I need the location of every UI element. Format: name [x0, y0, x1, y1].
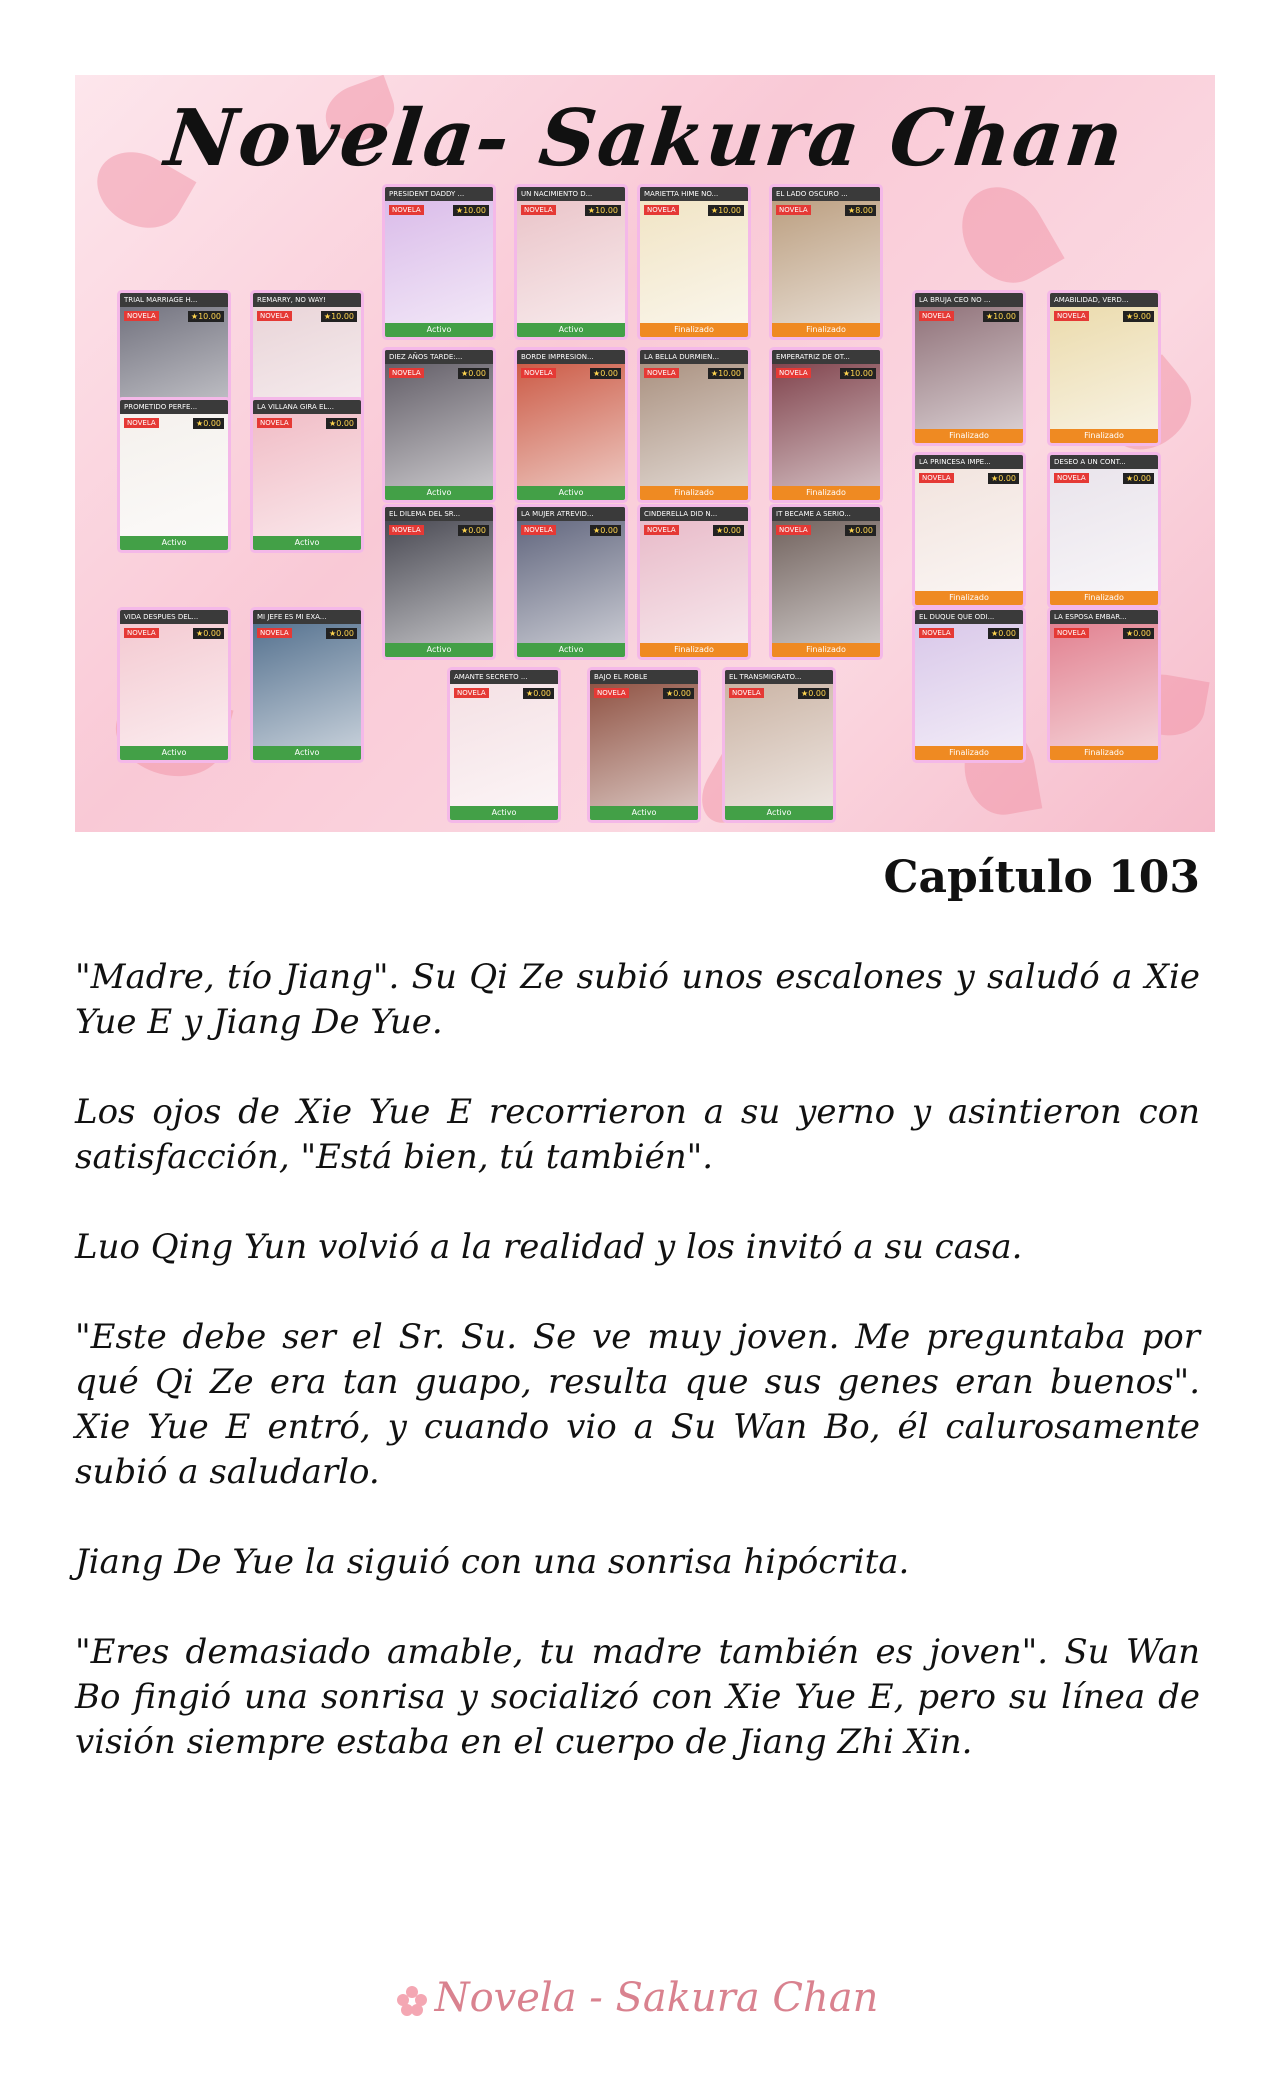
- cover-status: Activo: [385, 323, 493, 337]
- cover-status: Activo: [253, 746, 361, 760]
- cover-status: Activo: [450, 806, 558, 820]
- cover-tag: NOVELA: [776, 205, 811, 215]
- novel-cover: [517, 350, 625, 500]
- cover-title: LA MUJER ATREVID...: [517, 507, 625, 521]
- cover-title: AMANTE SECRETO ...: [450, 670, 558, 684]
- novel-cover: [253, 400, 361, 550]
- cover-tag: NOVELA: [919, 628, 954, 638]
- cover-title: VIDA DESPUES DEL...: [120, 610, 228, 624]
- cover-title: EL TRANSMIGRATO...: [725, 670, 833, 684]
- novel-cover: [253, 610, 361, 760]
- novel-cover: [385, 187, 493, 337]
- novel-cover: [1050, 293, 1158, 443]
- cover-status: Finalizado: [640, 486, 748, 500]
- cover-title: LA BELLA DURMIEN...: [640, 350, 748, 364]
- cover-title: LA PRINCESA IMPE...: [915, 455, 1023, 469]
- paragraph: Jiang De Yue la siguió con una sonrisa hipócrita.: [75, 1542, 910, 1582]
- cover-tag: NOVELA: [389, 525, 424, 535]
- paragraph: "Eres demasiado amable, tu madre también es joven". Su Wan Bo fingió una sonrisa y socializó con Xie Yue E, pero su línea de visión siempre estaba en el cuerpo de Jiang Zhi Xin.: [75, 1632, 1200, 1762]
- cover-title: BAJO EL ROBLE: [590, 670, 698, 684]
- novel-cover: [385, 507, 493, 657]
- cover-rating: ★0.00: [1123, 628, 1154, 639]
- cover-title: PROMETIDO PERFE...: [120, 400, 228, 414]
- cover-rating: ★8.00: [845, 205, 876, 216]
- cover-status: Activo: [517, 643, 625, 657]
- banner-image: [75, 75, 1215, 832]
- cover-title: MI JEFE ES MI EXA...: [253, 610, 361, 624]
- cover-rating: ★10.00: [585, 205, 621, 216]
- novel-cover: [517, 187, 625, 337]
- novel-cover: [1050, 610, 1158, 760]
- cover-rating: ★0.00: [663, 688, 694, 699]
- cover-status: Activo: [385, 643, 493, 657]
- cover-rating: ★0.00: [590, 368, 621, 379]
- cover-tag: NOVELA: [729, 688, 764, 698]
- cover-status: Finalizado: [640, 323, 748, 337]
- cover-rating: ★0.00: [326, 418, 357, 429]
- novel-cover: [915, 293, 1023, 443]
- cover-rating: ★0.00: [798, 688, 829, 699]
- cover-rating: ★0.00: [1123, 473, 1154, 484]
- novel-cover: [640, 187, 748, 337]
- cover-tag: NOVELA: [124, 418, 159, 428]
- novel-cover: [120, 400, 228, 550]
- cover-status: Finalizado: [915, 591, 1023, 605]
- cover-tag: NOVELA: [1054, 628, 1089, 638]
- cover-status: Finalizado: [1050, 591, 1158, 605]
- cover-title: EMPERATRIZ DE OT...: [772, 350, 880, 364]
- cover-title: TRIAL MARRIAGE H...: [120, 293, 228, 307]
- novel-cover: [772, 187, 880, 337]
- cover-title: CINDERELLA DID N...: [640, 507, 748, 521]
- cover-title: LA VILLANA GIRA EL...: [253, 400, 361, 414]
- novel-cover: [640, 507, 748, 657]
- cover-status: Activo: [385, 486, 493, 500]
- cover-tag: NOVELA: [454, 688, 489, 698]
- cover-rating: ★10.00: [840, 368, 876, 379]
- novel-cover: [590, 670, 698, 820]
- cover-tag: NOVELA: [257, 418, 292, 428]
- cover-rating: ★10.00: [708, 205, 744, 216]
- chapter-title: Capítulo 103: [883, 852, 1200, 903]
- sakura-flower-icon: [397, 1986, 427, 2016]
- cover-title: EL DUQUE QUE ODI...: [915, 610, 1023, 624]
- cover-rating: ★0.00: [458, 525, 489, 536]
- cover-rating: ★10.00: [708, 368, 744, 379]
- cover-rating: ★10.00: [321, 311, 357, 322]
- cover-rating: ★0.00: [590, 525, 621, 536]
- cover-title: EL LADO OSCURO ...: [772, 187, 880, 201]
- cover-rating: ★0.00: [845, 525, 876, 536]
- cover-status: Activo: [120, 536, 228, 550]
- cover-status: Activo: [517, 323, 625, 337]
- novel-cover: [772, 350, 880, 500]
- cover-tag: NOVELA: [919, 311, 954, 321]
- cover-rating: ★0.00: [988, 628, 1019, 639]
- novel-cover: [640, 350, 748, 500]
- cover-tag: NOVELA: [644, 525, 679, 535]
- chapter-body: [75, 955, 1200, 1810]
- cover-status: Finalizado: [640, 643, 748, 657]
- cover-status: Finalizado: [772, 486, 880, 500]
- cover-title: EL DILEMA DEL SR...: [385, 507, 493, 521]
- cover-title: BORDE IMPRESION...: [517, 350, 625, 364]
- novel-cover: [450, 670, 558, 820]
- footer-logo: [0, 1975, 1275, 2021]
- cover-title: DESEO A UN CONT...: [1050, 455, 1158, 469]
- cover-status: Activo: [725, 806, 833, 820]
- cover-tag: NOVELA: [124, 628, 159, 638]
- cover-tag: NOVELA: [521, 205, 556, 215]
- cover-status: Activo: [590, 806, 698, 820]
- cover-rating: ★0.00: [458, 368, 489, 379]
- paragraph: Luo Qing Yun volvió a la realidad y los invitó a su casa.: [75, 1227, 1023, 1267]
- novel-cover: [385, 350, 493, 500]
- cover-tag: NOVELA: [919, 473, 954, 483]
- cover-status: Finalizado: [772, 643, 880, 657]
- cover-title: REMARRY, NO WAY!: [253, 293, 361, 307]
- cover-rating: ★0.00: [193, 628, 224, 639]
- cover-tag: NOVELA: [389, 205, 424, 215]
- cover-status: Finalizado: [915, 746, 1023, 760]
- cover-title: IT BECAME A SERIO...: [772, 507, 880, 521]
- novel-cover: [915, 455, 1023, 605]
- cover-tag: NOVELA: [257, 311, 292, 321]
- novel-cover: [120, 610, 228, 760]
- cover-rating: ★0.00: [988, 473, 1019, 484]
- paragraph: Los ojos de Xie Yue E recorrieron a su yerno y asintieron con satisfacción, "Está bien, tú también".: [75, 1092, 1200, 1177]
- cover-tag: NOVELA: [257, 628, 292, 638]
- cover-tag: NOVELA: [389, 368, 424, 378]
- cover-status: Finalizado: [1050, 746, 1158, 760]
- cover-tag: NOVELA: [521, 525, 556, 535]
- novel-cover: [915, 610, 1023, 760]
- cover-title: LA BRUJA CEO NO ...: [915, 293, 1023, 307]
- cover-title: DIEZ AÑOS TARDE:...: [385, 350, 493, 364]
- cover-title: MARIETTA HIME NO...: [640, 187, 748, 201]
- cover-rating: ★0.00: [193, 418, 224, 429]
- cover-status: Activo: [120, 746, 228, 760]
- cover-tag: NOVELA: [1054, 473, 1089, 483]
- cover-status: Activo: [253, 536, 361, 550]
- cover-rating: ★10.00: [188, 311, 224, 322]
- cover-status: Activo: [517, 486, 625, 500]
- cover-rating: ★9.00: [1123, 311, 1154, 322]
- novel-cover: [772, 507, 880, 657]
- cover-title: UN NACIMIENTO D...: [517, 187, 625, 201]
- cover-tag: NOVELA: [594, 688, 629, 698]
- cover-tag: NOVELA: [644, 368, 679, 378]
- cover-title: AMABILIDAD, VERD...: [1050, 293, 1158, 307]
- cover-status: Finalizado: [772, 323, 880, 337]
- cover-tag: NOVELA: [521, 368, 556, 378]
- novel-cover: [517, 507, 625, 657]
- cover-rating: ★10.00: [983, 311, 1019, 322]
- novel-cover: [725, 670, 833, 820]
- cover-tag: NOVELA: [644, 205, 679, 215]
- paragraph: "Madre, tío Jiang". Su Qi Ze subió unos escalones y saludó a Xie Yue E y Jiang De Yue.: [75, 957, 1200, 1042]
- cover-tag: NOVELA: [776, 525, 811, 535]
- cover-rating: ★10.00: [453, 205, 489, 216]
- cover-title: PRESIDENT DADDY ...: [385, 187, 493, 201]
- cover-rating: ★0.00: [326, 628, 357, 639]
- footer-logo-text: Novela - Sakura Chan: [434, 1975, 879, 2021]
- cover-tag: NOVELA: [124, 311, 159, 321]
- cover-tag: NOVELA: [776, 368, 811, 378]
- banner-title: Novela- Sakura Chan: [160, 93, 1130, 184]
- cover-tag: NOVELA: [1054, 311, 1089, 321]
- novel-cover: [1050, 455, 1158, 605]
- cover-rating: ★0.00: [713, 525, 744, 536]
- cover-status: Finalizado: [1050, 429, 1158, 443]
- cover-title: LA ESPOSA EMBAR...: [1050, 610, 1158, 624]
- cover-rating: ★0.00: [523, 688, 554, 699]
- cover-status: Finalizado: [915, 429, 1023, 443]
- paragraph: "Este debe ser el Sr. Su. Se ve muy joven. Me preguntaba por qué Qi Ze era tan guapo, resulta que sus genes eran buenos". Xie Yue E entró, y cuando vio a Su Wan Bo, él calurosamente subió a saludarlo.: [75, 1317, 1200, 1492]
